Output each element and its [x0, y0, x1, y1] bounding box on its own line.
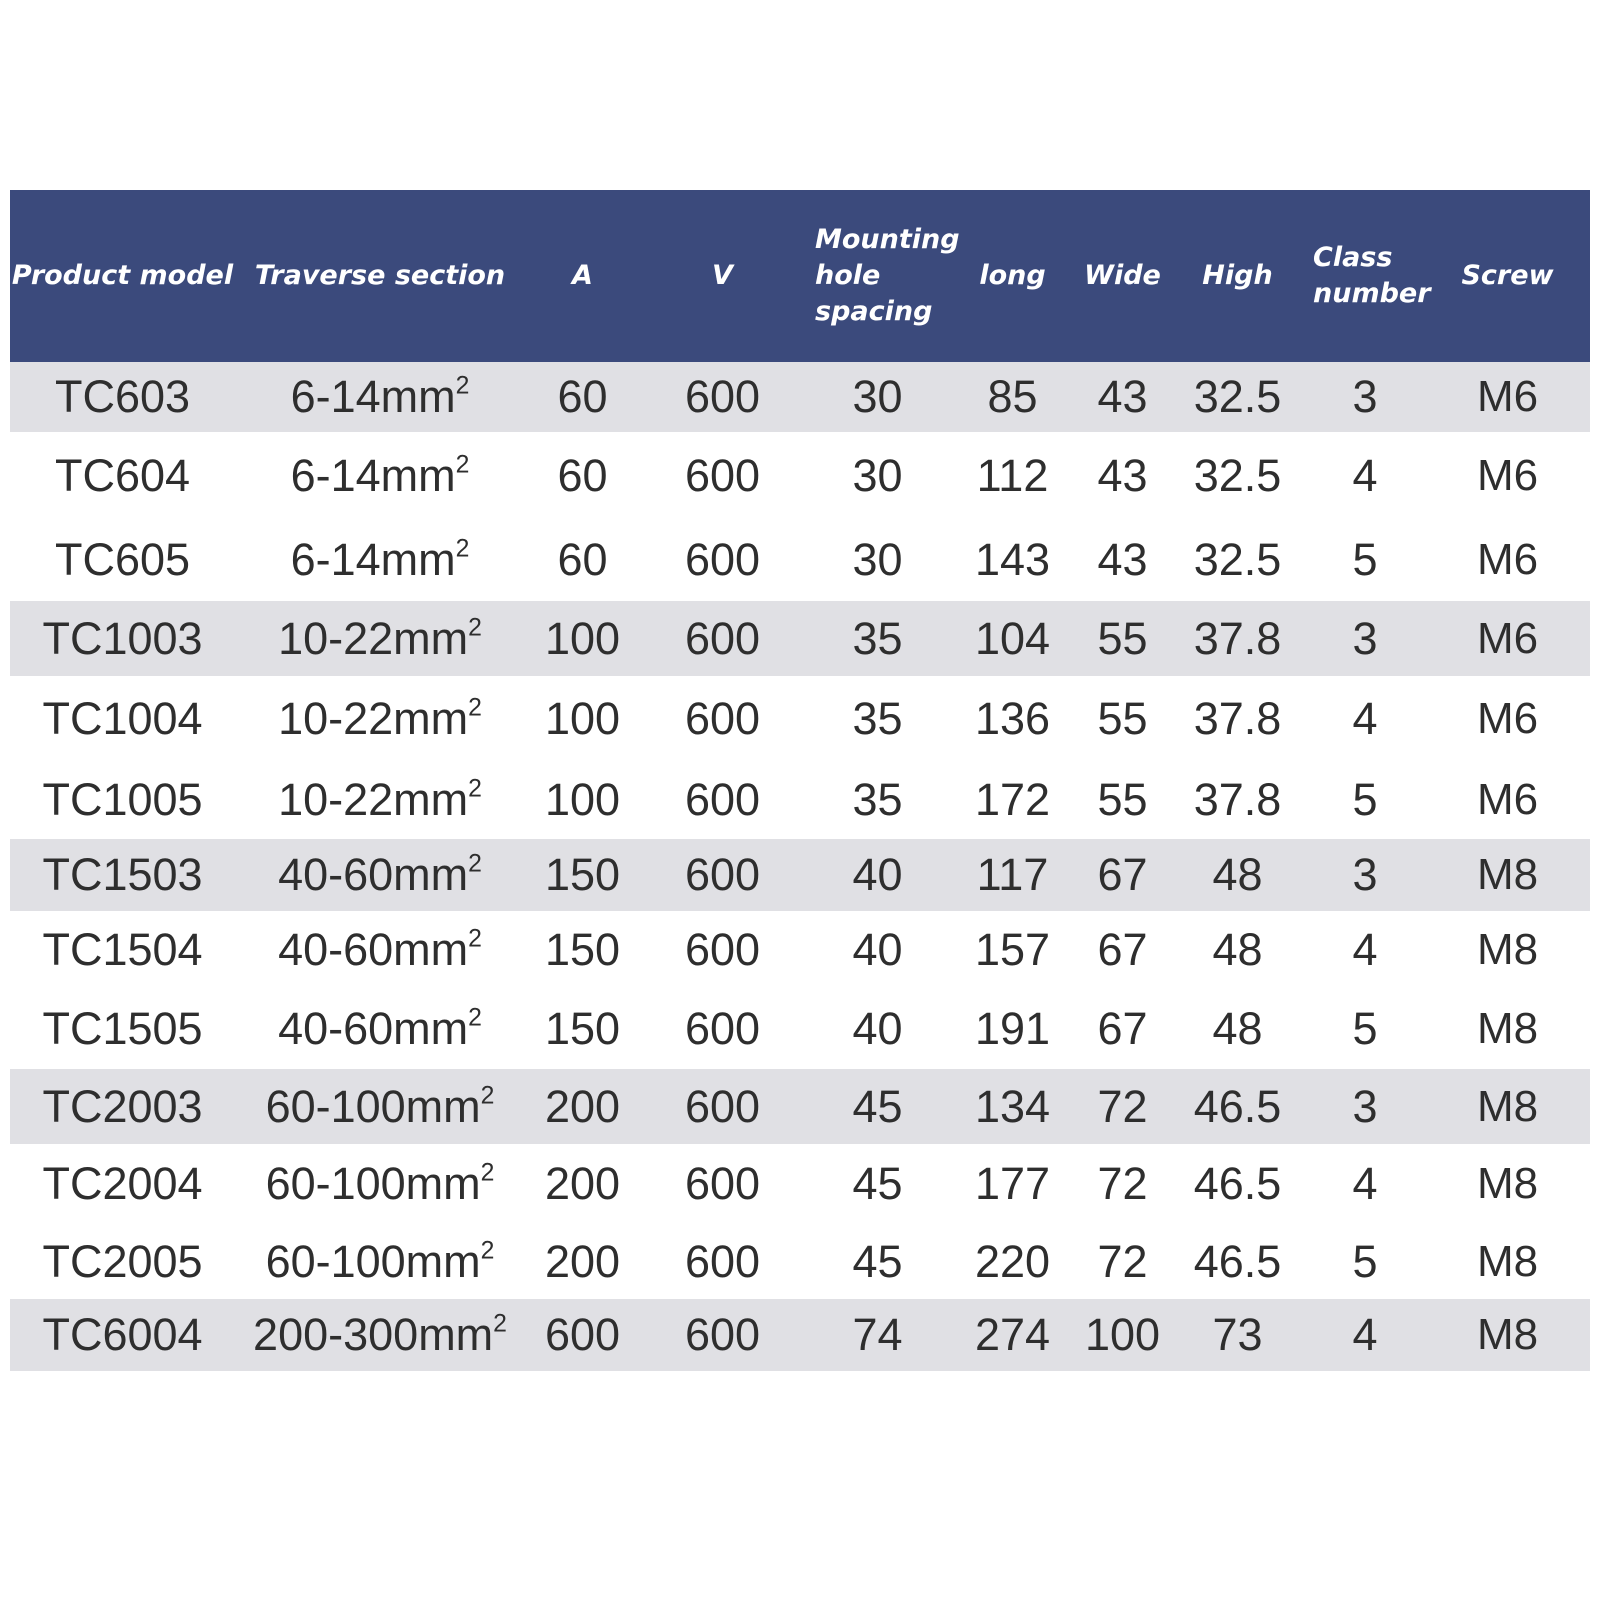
cell-model-text: TC1504	[42, 924, 203, 975]
cell-model	[10, 924, 235, 976]
cell-v	[640, 849, 805, 901]
cell-high	[1170, 1003, 1305, 1055]
cell-v-text: 600	[684, 371, 761, 422]
cell-screw	[1425, 372, 1590, 422]
squared-superscript: 2	[468, 693, 482, 721]
cell-a	[525, 613, 640, 665]
table-row	[10, 519, 1590, 601]
cell-long-text: 143	[974, 534, 1051, 585]
cell-section-text: 60-100mm	[265, 1235, 481, 1287]
cell-long-text: 117	[976, 849, 1049, 900]
cell-spacing-text: 30	[852, 449, 903, 501]
cell-a-text: 200	[544, 1158, 621, 1209]
cell-section	[235, 450, 525, 502]
table-row	[10, 676, 1590, 761]
cell-v	[640, 693, 805, 745]
cell-a-text: 200	[544, 1080, 621, 1132]
cell-a	[525, 1236, 640, 1288]
cell-wide	[1075, 1309, 1170, 1361]
cell-spacing	[805, 774, 950, 826]
header-traverse-section: Traverse section	[254, 260, 506, 291]
cell-section-text: 10-22mm	[278, 612, 469, 664]
squared-superscript: 2	[468, 925, 482, 953]
cell-spacing	[805, 1236, 950, 1288]
cell-a	[525, 534, 640, 586]
cell-spacing	[805, 613, 950, 665]
cell-v	[640, 613, 805, 665]
cell-model-text: TC605	[54, 534, 191, 585]
table-row	[10, 839, 1590, 911]
table-row	[10, 989, 1590, 1069]
cell-high	[1170, 371, 1305, 423]
cell-a-text: 150	[544, 1003, 621, 1054]
cell-wide-text: 43	[1097, 371, 1148, 422]
cell-long-text: 172	[974, 774, 1051, 825]
cell-spacing	[805, 924, 950, 976]
cell-model-text: TC2005	[42, 1235, 203, 1287]
cell-a-text: 200	[544, 1235, 621, 1287]
cell-a-text: 100	[544, 612, 621, 664]
cell-long-text: 157	[974, 924, 1051, 975]
cell-wide	[1075, 371, 1170, 423]
cell-a	[525, 1081, 640, 1133]
cell-screw	[1425, 775, 1590, 825]
cell-a	[525, 371, 640, 423]
cell-section-text: 10-22mm	[278, 774, 469, 825]
cell-long	[950, 924, 1075, 976]
cell-spacing	[805, 371, 950, 423]
cell-high-text: 37.8	[1193, 692, 1282, 744]
cell-model	[10, 849, 235, 901]
cell-high-text: 48	[1212, 849, 1263, 900]
cell-v-text: 600	[684, 1158, 761, 1209]
cell-wide	[1075, 924, 1170, 976]
cell-long	[950, 613, 1075, 665]
cell-class-text: 5	[1352, 534, 1378, 585]
cell-a	[525, 693, 640, 745]
cell-class	[1305, 693, 1425, 745]
cell-v-text: 600	[684, 1080, 761, 1132]
cell-v	[640, 1236, 805, 1288]
cell-model	[10, 1236, 235, 1288]
cell-v	[640, 1003, 805, 1055]
header-wide: Wide	[1084, 260, 1161, 291]
cell-model	[10, 1158, 235, 1210]
cell-screw	[1425, 1159, 1590, 1209]
header-product-model: Product model	[11, 260, 234, 291]
table-row	[10, 911, 1590, 989]
cell-section-text: 10-22mm	[278, 692, 469, 744]
cell-class	[1305, 1309, 1425, 1361]
cell-high-text: 46.5	[1193, 1158, 1282, 1209]
cell-model-text: TC2004	[42, 1158, 203, 1209]
cell-section-text: 60-100mm	[265, 1158, 481, 1209]
cell-class-text: 3	[1352, 371, 1378, 422]
cell-section	[235, 371, 525, 423]
cell-wide-text: 72	[1097, 1080, 1148, 1132]
cell-class	[1305, 534, 1425, 586]
cell-v	[640, 924, 805, 976]
cell-model	[10, 613, 235, 665]
cell-long-text: 104	[974, 612, 1051, 664]
cell-model	[10, 1309, 235, 1361]
cell-wide	[1075, 534, 1170, 586]
cell-high	[1170, 1081, 1305, 1133]
cell-class-text: 4	[1352, 449, 1378, 501]
cell-long	[950, 1158, 1075, 1210]
cell-high-text: 73	[1212, 1309, 1263, 1360]
table-row	[10, 432, 1590, 519]
cell-high-text: 48	[1212, 924, 1263, 975]
cell-v	[640, 1081, 805, 1133]
cell-model	[10, 450, 235, 502]
cell-screw-text: M6	[1476, 372, 1539, 421]
cell-wide	[1075, 1003, 1170, 1055]
cell-class	[1305, 1003, 1425, 1055]
cell-section	[235, 693, 525, 745]
squared-superscript: 2	[468, 775, 482, 803]
cell-long-text: 112	[976, 449, 1049, 501]
cell-section	[235, 849, 525, 901]
cell-high	[1170, 693, 1305, 745]
cell-long-text: 220	[974, 1235, 1051, 1287]
cell-wide-text: 67	[1097, 849, 1148, 900]
cell-class	[1305, 371, 1425, 423]
cell-v-text: 600	[684, 692, 761, 744]
squared-superscript: 2	[480, 1159, 495, 1187]
squared-superscript: 2	[480, 1081, 495, 1109]
cell-v-text: 600	[684, 1003, 761, 1054]
cell-spacing-text: 40	[852, 924, 903, 975]
header-class-number: Class number	[1313, 242, 1431, 309]
table-body	[10, 362, 1590, 1371]
cell-class-text: 5	[1352, 1003, 1378, 1054]
cell-high	[1170, 849, 1305, 901]
cell-class-text: 3	[1352, 849, 1378, 900]
cell-a-text: 150	[544, 849, 621, 900]
cell-wide	[1075, 1236, 1170, 1288]
cell-section-text: 60-100mm	[265, 1080, 481, 1132]
cell-v-text: 600	[684, 774, 761, 825]
cell-class-text: 5	[1352, 1235, 1378, 1287]
cell-class-text: 4	[1352, 924, 1378, 975]
cell-wide-text: 43	[1097, 534, 1148, 585]
cell-section-text: 40-60mm	[278, 924, 469, 975]
cell-v	[640, 1309, 805, 1361]
cell-a	[525, 1003, 640, 1055]
cell-spacing-text: 40	[852, 849, 903, 900]
cell-screw	[1425, 1004, 1590, 1054]
cell-high	[1170, 924, 1305, 976]
cell-screw-text: M8	[1476, 850, 1539, 899]
cell-wide-text: 72	[1097, 1235, 1148, 1287]
cell-screw-text: M6	[1476, 535, 1539, 584]
cell-wide-text: 100	[1084, 1309, 1161, 1360]
cell-section	[235, 534, 525, 586]
cell-spacing	[805, 849, 950, 901]
cell-long-text: 191	[974, 1003, 1051, 1054]
cell-screw-text: M8	[1476, 1236, 1539, 1286]
cell-long-text: 177	[974, 1158, 1051, 1209]
cell-long	[950, 1236, 1075, 1288]
spec-table	[10, 190, 1590, 1371]
cell-class	[1305, 924, 1425, 976]
table-row	[10, 1299, 1590, 1371]
cell-spacing	[805, 1309, 950, 1361]
cell-spacing	[805, 1081, 950, 1133]
squared-superscript: 2	[468, 613, 482, 641]
cell-model-text: TC1503	[42, 849, 203, 900]
cell-screw	[1425, 1310, 1590, 1360]
cell-long	[950, 849, 1075, 901]
cell-a-text: 100	[544, 692, 621, 744]
squared-superscript: 2	[455, 372, 470, 400]
cell-screw	[1425, 451, 1590, 501]
cell-spacing	[805, 693, 950, 745]
cell-long-text: 134	[974, 1080, 1051, 1132]
cell-wide-text: 67	[1097, 924, 1148, 975]
cell-screw	[1425, 1082, 1590, 1132]
cell-long-text: 274	[974, 1309, 1051, 1360]
cell-spacing-text: 30	[852, 534, 903, 585]
cell-screw	[1425, 925, 1590, 975]
cell-section	[235, 924, 525, 976]
cell-long-text: 85	[987, 371, 1038, 422]
cell-wide	[1075, 849, 1170, 901]
cell-long	[950, 450, 1075, 502]
cell-class-text: 4	[1352, 1158, 1378, 1209]
cell-long	[950, 1309, 1075, 1361]
cell-v	[640, 450, 805, 502]
cell-model	[10, 534, 235, 586]
cell-class	[1305, 1158, 1425, 1210]
cell-model-text: TC603	[54, 371, 191, 422]
cell-long-text: 136	[974, 692, 1051, 744]
cell-wide-text: 67	[1097, 1003, 1148, 1054]
cell-long	[950, 693, 1075, 745]
cell-wide-text: 55	[1097, 774, 1148, 825]
cell-high	[1170, 774, 1305, 826]
cell-section	[235, 774, 525, 826]
header-long: long	[979, 260, 1046, 291]
cell-long	[950, 1003, 1075, 1055]
cell-high-text: 37.8	[1193, 612, 1282, 664]
header-screw: Screw	[1461, 260, 1554, 291]
cell-high	[1170, 1158, 1305, 1210]
cell-screw-text: M6	[1476, 613, 1539, 663]
cell-v	[640, 1158, 805, 1210]
cell-v-text: 600	[684, 849, 761, 900]
cell-model	[10, 693, 235, 745]
cell-v	[640, 371, 805, 423]
cell-model-text: TC1003	[42, 612, 203, 664]
squared-superscript: 2	[455, 535, 470, 563]
cell-spacing	[805, 450, 950, 502]
cell-spacing-text: 74	[852, 1309, 903, 1360]
cell-v-text: 600	[684, 924, 761, 975]
cell-wide	[1075, 613, 1170, 665]
cell-spacing	[805, 1158, 950, 1210]
table-row	[10, 362, 1590, 432]
cell-a-text: 150	[544, 924, 621, 975]
cell-long	[950, 774, 1075, 826]
cell-a-text: 60	[557, 371, 608, 422]
cell-section-text: 40-60mm	[278, 1003, 469, 1054]
cell-model-text: TC604	[54, 449, 191, 501]
cell-spacing	[805, 1003, 950, 1055]
cell-model	[10, 371, 235, 423]
cell-high-text: 32.5	[1193, 371, 1282, 422]
cell-model-text: TC6004	[42, 1309, 203, 1360]
cell-spacing-text: 45	[852, 1235, 903, 1287]
table-header	[10, 190, 1590, 362]
cell-wide-text: 43	[1097, 449, 1148, 501]
cell-class	[1305, 1081, 1425, 1133]
cell-section	[235, 1003, 525, 1055]
cell-section	[235, 1309, 525, 1361]
cell-spacing-text: 35	[852, 692, 903, 744]
cell-class-text: 4	[1352, 692, 1378, 744]
cell-spacing-text: 45	[852, 1158, 903, 1209]
cell-v-text: 600	[684, 1235, 761, 1287]
cell-screw-text: M8	[1476, 1310, 1539, 1359]
cell-high-text: 32.5	[1193, 534, 1282, 585]
cell-spacing-text: 30	[852, 371, 903, 422]
squared-superscript: 2	[468, 1004, 482, 1032]
table-row	[10, 1224, 1590, 1299]
cell-spacing-text: 40	[852, 1003, 903, 1054]
cell-wide-text: 72	[1097, 1158, 1148, 1209]
cell-v-text: 600	[684, 612, 761, 664]
cell-a	[525, 774, 640, 826]
cell-high-text: 32.5	[1193, 449, 1282, 501]
cell-wide-text: 55	[1097, 612, 1148, 664]
squared-superscript: 2	[455, 450, 470, 478]
cell-a-text: 60	[557, 449, 608, 501]
cell-screw	[1425, 1237, 1590, 1287]
cell-section	[235, 1158, 525, 1210]
cell-v-text: 600	[684, 449, 761, 501]
cell-high	[1170, 1236, 1305, 1288]
cell-wide	[1075, 450, 1170, 502]
cell-a-text: 60	[557, 534, 608, 585]
cell-long	[950, 534, 1075, 586]
cell-wide	[1075, 1158, 1170, 1210]
cell-section	[235, 1081, 525, 1133]
header-a: A	[572, 260, 593, 291]
cell-high-text: 46.5	[1193, 1080, 1282, 1132]
cell-class	[1305, 774, 1425, 826]
cell-a-text: 100	[544, 774, 621, 825]
squared-superscript: 2	[493, 1310, 507, 1338]
squared-superscript: 2	[480, 1236, 495, 1264]
cell-high	[1170, 613, 1305, 665]
cell-v-text: 600	[684, 1309, 761, 1360]
cell-wide	[1075, 693, 1170, 745]
cell-a	[525, 924, 640, 976]
cell-screw	[1425, 694, 1590, 744]
cell-v	[640, 774, 805, 826]
cell-model	[10, 774, 235, 826]
cell-long	[950, 371, 1075, 423]
cell-wide-text: 55	[1097, 692, 1148, 744]
cell-screw	[1425, 614, 1590, 664]
cell-high	[1170, 1309, 1305, 1361]
cell-model	[10, 1003, 235, 1055]
table-row	[10, 761, 1590, 839]
cell-section	[235, 613, 525, 665]
cell-section-text: 6-14mm	[290, 449, 456, 501]
cell-screw-text: M8	[1476, 925, 1539, 974]
header-high: High	[1202, 260, 1273, 291]
cell-screw-text: M8	[1476, 1159, 1539, 1208]
table-row	[10, 1144, 1590, 1224]
cell-model-text: TC1005	[42, 774, 203, 825]
cell-class	[1305, 1236, 1425, 1288]
cell-class-text: 4	[1352, 1309, 1378, 1360]
cell-high-text: 46.5	[1193, 1235, 1282, 1287]
cell-a	[525, 450, 640, 502]
cell-a	[525, 849, 640, 901]
cell-a	[525, 1158, 640, 1210]
table-row	[10, 1069, 1590, 1144]
cell-screw-text: M8	[1476, 1004, 1539, 1053]
cell-screw	[1425, 535, 1590, 585]
cell-model-text: TC1004	[42, 692, 203, 744]
cell-class-text: 5	[1352, 774, 1378, 825]
cell-wide	[1075, 1081, 1170, 1133]
cell-v-text: 600	[684, 534, 761, 585]
cell-spacing-text: 45	[852, 1080, 903, 1132]
cell-class-text: 3	[1352, 1080, 1378, 1132]
cell-screw-text: M8	[1476, 1081, 1539, 1131]
cell-model-text: TC2003	[42, 1080, 203, 1132]
cell-class	[1305, 849, 1425, 901]
cell-wide	[1075, 774, 1170, 826]
cell-section-text: 40-60mm	[278, 849, 469, 900]
cell-high	[1170, 450, 1305, 502]
cell-class-text: 3	[1352, 612, 1378, 664]
cell-model-text: TC1505	[42, 1003, 203, 1054]
cell-high	[1170, 534, 1305, 586]
cell-model	[10, 1081, 235, 1133]
cell-a-text: 600	[544, 1309, 621, 1360]
header-v: V	[712, 260, 733, 291]
squared-superscript: 2	[468, 850, 482, 878]
cell-high-text: 48	[1212, 1003, 1263, 1054]
cell-class	[1305, 613, 1425, 665]
cell-screw-text: M6	[1476, 693, 1539, 743]
table-row	[10, 601, 1590, 676]
cell-spacing	[805, 534, 950, 586]
cell-spacing-text: 35	[852, 612, 903, 664]
cell-class	[1305, 450, 1425, 502]
header-mounting-hole-spacing: Mounting hole spacing	[815, 224, 960, 327]
cell-long	[950, 1081, 1075, 1133]
cell-screw-text: M6	[1476, 450, 1539, 500]
cell-section-text: 200-300mm	[253, 1309, 494, 1360]
cell-screw	[1425, 850, 1590, 900]
cell-section	[235, 1236, 525, 1288]
cell-screw-text: M6	[1476, 775, 1539, 824]
cell-v	[640, 534, 805, 586]
cell-section-text: 6-14mm	[290, 534, 456, 585]
cell-a	[525, 1309, 640, 1361]
cell-section-text: 6-14mm	[290, 371, 456, 422]
cell-high-text: 37.8	[1193, 774, 1282, 825]
cell-spacing-text: 35	[852, 774, 903, 825]
